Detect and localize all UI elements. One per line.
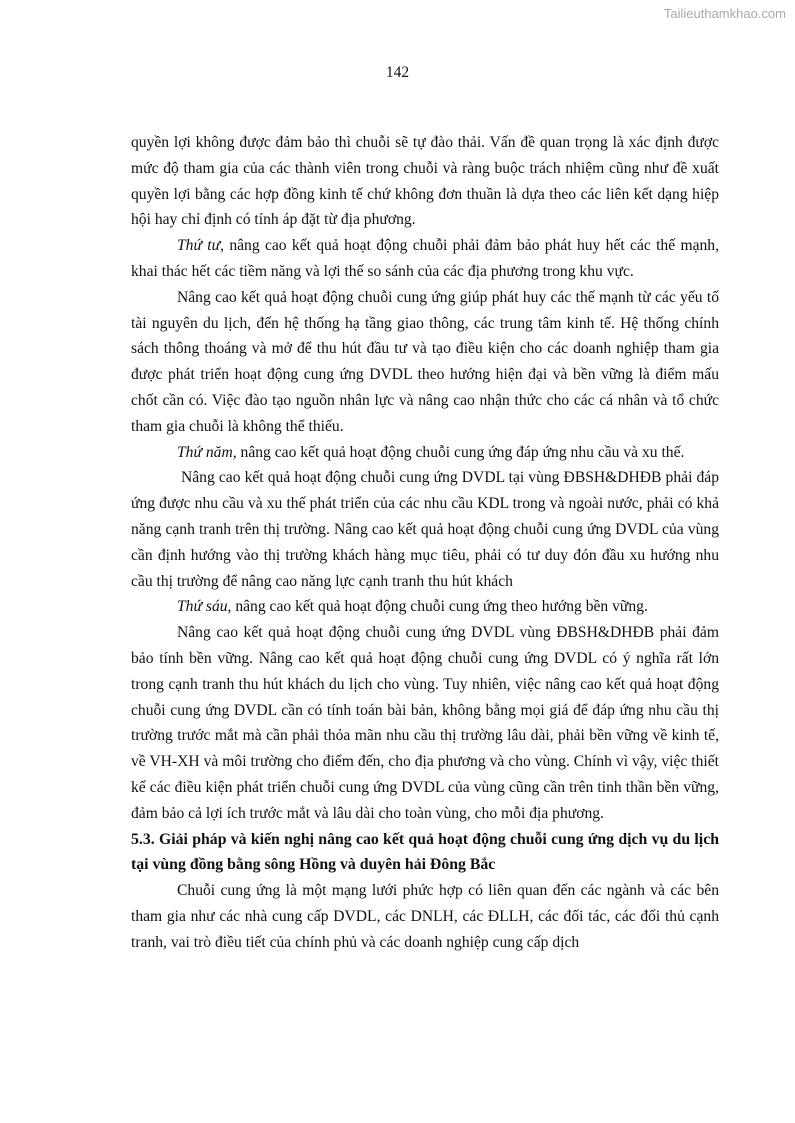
paragraph-sustainability: Nâng cao kết quả hoạt động chuỗi cung ứng DVDL vùng ĐBSH&DHĐB phải đảm bảo tính bền vững. Nâng cao kết quả hoạt động chuỗi cung ứng DVDL có ý nghĩa rất lớn trong cạnh tranh thu hút khách du lịch cho vùng. Tuy nhiên, việc nâng cao kết quả hoạt động chuỗi cung ứng DVDL cần có tính toán bài bản, không bằng mọi giá để đáp ứng nhu cầu thị trường trước mắt mà cần phải thỏa mãn nhu cầu thị trường lâu dài, phải bền vững về kinh tế, về VH-XH và môi trường cho điểm đến, cho địa phương và cho vùng. Chính vì vậy, việc thiết kế các điều kiện phát triển chuỗi cung ứng DVDL của vùng cũng cần trên tinh thần bền vững, đảm bảo cả lợi ích trước mắt và lâu dài cho toàn vùng, cho mỗi địa phương. <box>131 624 719 822</box>
paragraph-sixth <box>131 594 719 620</box>
paragraph-supply-chain: Chuỗi cung ứng là một mạng lưới phức hợp có liên quan đến các ngành và các bên tham gia như các nhà cung cấp DVDL, các DNLH, các ĐLLH, các đối tác, các đối thủ cạnh tranh, vai trò điều tiết của chính phủ và các doanh nghiệp cung cấp dịch <box>131 882 719 951</box>
paragraph-fifth-lead: Thứ năm <box>177 443 233 461</box>
paragraph-fifth-text: , nâng cao kết quả hoạt động chuỗi cung ứng đáp ứng nhu cầu và xu thế. <box>232 443 685 461</box>
document-body <box>131 130 719 956</box>
paragraph-fourth <box>131 233 719 285</box>
paragraph-demand: Nâng cao kết quả hoạt động chuỗi cung ứng DVDL tại vùng ĐBSH&DHĐB phải đáp ứng được nhu cầu và xu thế phát triển của các nhu cầu KDL trong và ngoài nước, phải có khả năng cạnh tranh trên thị trường. Nâng cao kết quả hoạt động chuỗi cung ứng DVDL của vùng cần định hướng vào thị trường khách hàng mục tiêu, phải có tư duy đón đầu xu hướng nhu cầu thị trường để nâng cao năng lực cạnh tranh thu hút khách <box>131 469 719 590</box>
paragraph-fifth <box>131 440 719 466</box>
section-heading: 5.3. Giải pháp và kiến nghị nâng cao kết quả hoạt động chuỗi cung ứng dịch vụ du lịch tại vùng đồng bằng sông Hồng và duyên hải Đông Bắc <box>131 830 719 874</box>
watermark-text: Tailieuthamkhao.com <box>663 6 786 21</box>
paragraph-fourth-lead: Thứ tư <box>177 237 221 255</box>
page-number: 142 <box>385 64 410 81</box>
paragraph-sixth-text: , nâng cao kết quả hoạt động chuỗi cung ứng theo hướng bền vững. <box>227 598 648 616</box>
paragraph-sixth-lead: Thứ sáu <box>177 598 228 616</box>
paragraph-fourth-text: , nâng cao kết quả hoạt động chuỗi phải đảm bảo phát huy hết các thế mạnh, khai thác hết các tiềm năng và lợi thế so sánh của các địa phương trong khu vực. <box>131 237 719 280</box>
paragraph-strengths: Nâng cao kết quả hoạt động chuỗi cung ứng giúp phát huy các thế mạnh từ các yếu tố tài nguyên du lịch, đến hệ thống hạ tầng giao thông, các trung tâm kinh tế. Hệ thống chính sách thông thoáng và mở để thu hút đầu tư và tạo điều kiện cho các doanh nghiệp tham gia được phát triển hoạt động cung ứng DVDL theo hướng hiện đại và bền vững là điểm mấu chốt cần có. Việc đào tạo nguồn nhân lực và nâng cao nhận thức cho các cá nhân và tổ chức tham gia chuỗi là không thể thiếu. <box>131 288 719 435</box>
paragraph-rights: quyền lợi không được đảm bảo thì chuỗi sẽ tự đào thải. Vấn đề quan trọng là xác định được mức độ tham gia của các thành viên trong chuỗi và ràng buộc trách nhiệm cũng như đề xuất quyền lợi bằng các hợp đồng kinh tế chứ không đơn thuần là dựa theo các liên kết dạng hiệp hội hay chỉ định có tính áp đặt từ địa phương. <box>131 134 719 229</box>
